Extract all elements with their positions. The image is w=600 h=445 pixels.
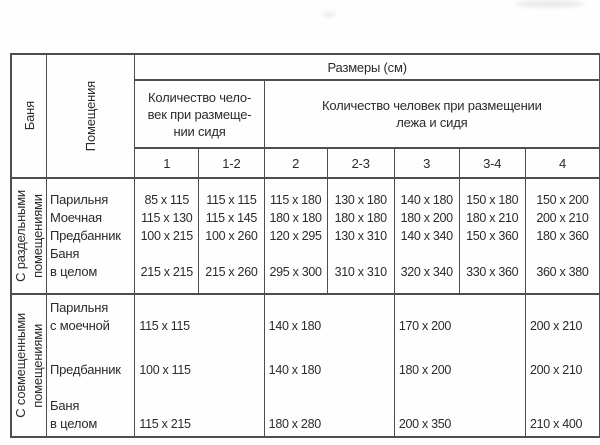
room-label: в целом: [50, 264, 98, 279]
bath-column-title: Баня: [21, 101, 37, 131]
corner-bath-cell: [11, 54, 47, 178]
table-title-sizes-cm: Размеры (см): [135, 54, 600, 80]
size-value-cell: 115 x 115 115 x 145 100 x 260 215 x 260: [199, 178, 265, 294]
size-value-cell: 140 x 180 140 x 180 180 x 280: [264, 294, 394, 437]
size-value-cell: 150 x 180 180 x 210 150 x 360 330 x 360: [459, 178, 525, 294]
room-label: Предбанник: [50, 228, 121, 243]
room-label: в целом: [50, 415, 98, 431]
size-value-cell: 130 x 180 180 x 180 130 x 310 310 x 310: [327, 178, 394, 294]
scan-artifact: [322, 12, 336, 17]
room-label: Баня: [50, 397, 80, 413]
header-lying-sitting-capacity: Количество человек при размещении лежа и сидя: [264, 80, 599, 148]
room-label: Предбанник: [50, 361, 121, 377]
column-header-3: 3: [394, 148, 459, 178]
column-header-3-4: 3-4: [459, 148, 525, 178]
column-header-1: 1: [135, 148, 199, 178]
room-label: с моечной: [50, 317, 110, 333]
scan-artifact: [515, 1, 585, 7]
size-value-cell: 115 x 115 100 x 115 115 x 215: [135, 294, 264, 437]
group-label-combined-rooms: С совмещенными помещениями: [11, 294, 47, 437]
bath-dimensions-table: [10, 53, 600, 438]
room-names-combined: [47, 294, 135, 437]
column-header-4: 4: [525, 148, 599, 178]
room-label: Парильня: [50, 299, 109, 315]
header-sitting-capacity: Количество чело- век при размеще- нии сидя: [135, 80, 264, 148]
rooms-column-title: Помещения: [83, 80, 99, 152]
room-names-separate: [47, 178, 135, 294]
group-label-separate-rooms: С раздельными помещениями: [11, 178, 47, 294]
size-value-cell: 85 x 115 115 x 130 100 x 215 215 x 215: [135, 178, 199, 294]
column-header-2: 2: [264, 148, 327, 178]
size-value-cell: 150 x 200 200 x 210 180 x 360 360 x 380: [525, 178, 599, 294]
room-label: Парильня: [50, 192, 109, 207]
column-header-1-2: 1-2: [199, 148, 265, 178]
column-header-2-3: 2-3: [327, 148, 394, 178]
size-value-cell: 115 x 180 180 x 180 120 x 295 295 x 300: [264, 178, 327, 294]
size-value-cell: 170 x 200 180 x 200 200 x 350: [394, 294, 525, 437]
corner-rooms-cell: [47, 54, 135, 178]
room-label: Баня: [50, 246, 80, 261]
size-value-cell: 140 x 180 180 x 200 140 x 340 320 x 340: [394, 178, 459, 294]
size-value-cell: 200 x 210 200 x 210 210 x 400: [525, 294, 599, 437]
room-label: Моечная: [50, 210, 102, 225]
